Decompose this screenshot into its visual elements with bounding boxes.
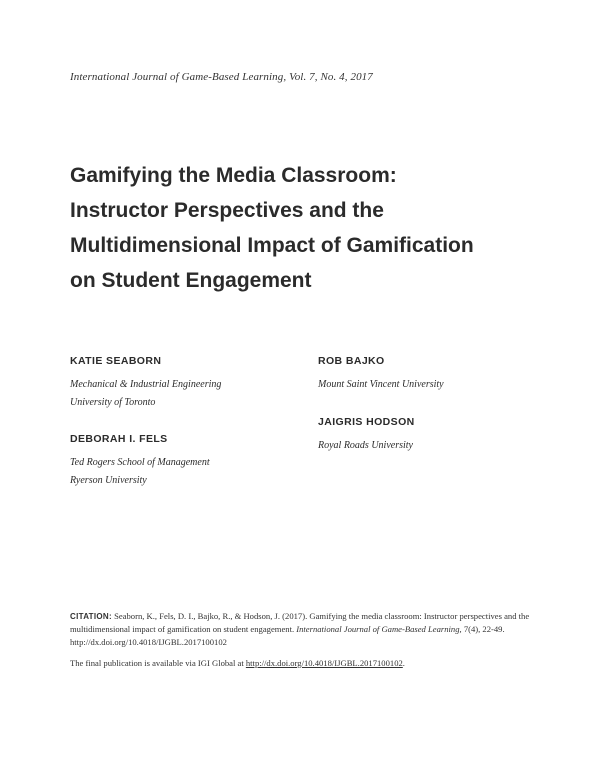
author-hodson — [318, 416, 415, 455]
author-affiliation: Ted Rogers School of Management — [70, 457, 210, 468]
author-bajko — [318, 355, 444, 394]
author-name: JAIGRIS HODSON — [318, 416, 415, 428]
final-note-text: The final publication is available via IGI Global at — [70, 658, 246, 668]
journal-name: International Journal of Game-Based Learning — [70, 71, 284, 83]
citation-block — [70, 610, 530, 649]
final-note-end: . — [402, 658, 405, 668]
author-seaborn — [70, 355, 221, 412]
author-affiliation: Mount Saint Vincent University — [318, 379, 444, 390]
author-affiliation: Royal Roads University — [318, 440, 413, 451]
journal-volume: , Vol. 7, No. 4, 2017 — [283, 71, 373, 83]
title-line: on Student Engagement — [70, 269, 312, 292]
title-line: Instructor Perspectives and the — [70, 199, 384, 222]
publication-doi-link[interactable]: http://dx.doi.org/10.4018/IJGBL.2017100102 — [245, 658, 403, 668]
citation-journal: International Journal of Game-Based Learning, — [296, 624, 462, 634]
paper-title — [70, 158, 540, 298]
journal-header — [70, 71, 373, 83]
author-affiliation: Ryerson University — [70, 475, 147, 486]
title-line: Gamifying the Media Classroom: — [70, 164, 397, 187]
citation-doi-link[interactable]: http://dx.doi.org/10.4018/IJGBL.2017100102 — [70, 637, 227, 647]
author-affiliation: Mechanical & Industrial Engineering — [70, 379, 222, 390]
author-name: DEBORAH I. FELS — [70, 433, 168, 445]
author-fels — [70, 433, 210, 490]
author-name: KATIE SEABORN — [70, 355, 162, 367]
citation-text: Seaborn, K., Fels, D. I., Bajko, R., & Hodson, J. (2017). Gamifying the media classroom: Instructor perspectives and the multidimensional impact of gamification on student engagement. — [70, 611, 530, 634]
title-line: Multidimensional Impact of Gamification — [70, 234, 474, 257]
author-affiliation: University of Toronto — [70, 397, 156, 408]
citation-details: 7(4), 22-49. — [461, 624, 505, 634]
final-publication-note — [70, 657, 540, 670]
citation-label: CITATION: — [70, 612, 112, 621]
author-name: ROB BAJKO — [318, 355, 385, 367]
